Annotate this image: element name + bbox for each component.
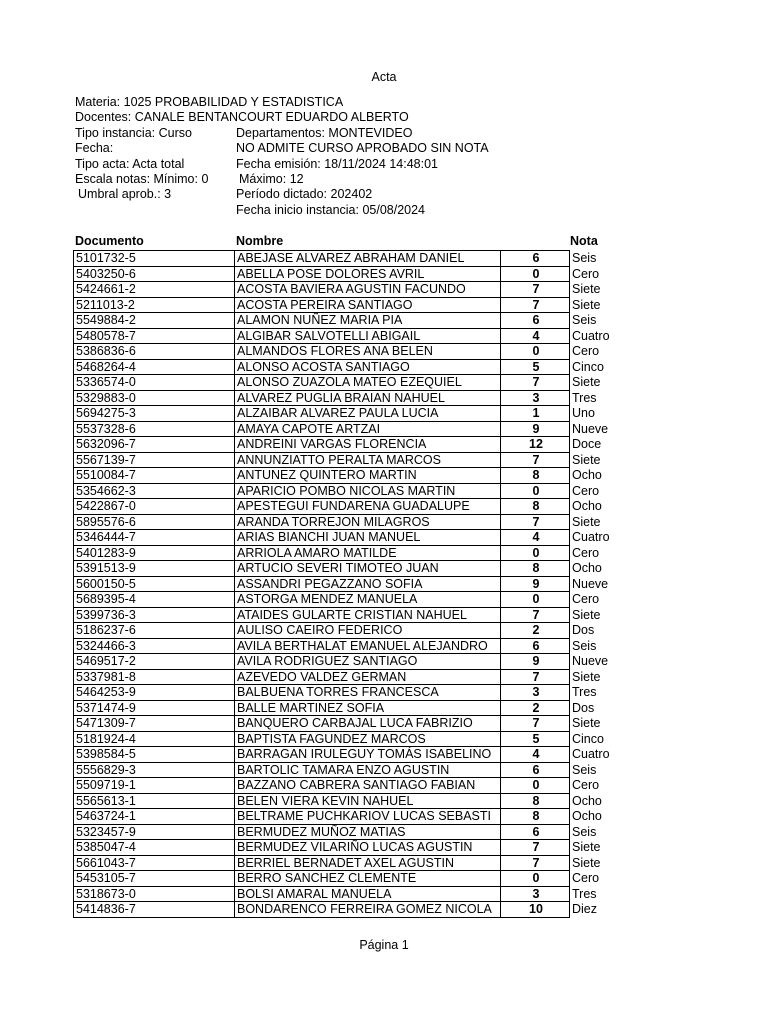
column-header-documento: Documento bbox=[75, 234, 144, 248]
nombre-cell: ABELLA POSE DOLORES AVRIL bbox=[235, 266, 501, 282]
nota-numero-cell: 2 bbox=[501, 700, 570, 716]
nombre-cell: ARRIOLA AMARO MATILDE bbox=[235, 545, 501, 561]
umbral-aprob: Umbral aprob.: 3 bbox=[78, 187, 172, 202]
documento-cell: 5468264-4 bbox=[74, 359, 235, 375]
nota-texto-cell: Nueve bbox=[572, 576, 609, 591]
table-row bbox=[74, 390, 653, 406]
documento-cell: 5895576-6 bbox=[74, 514, 235, 530]
nota-numero-cell: 8 bbox=[501, 468, 570, 484]
table-row bbox=[74, 282, 653, 298]
table-row bbox=[74, 902, 653, 918]
column-header-nota: Nota bbox=[570, 234, 598, 248]
nota-numero-cell: 0 bbox=[501, 344, 570, 360]
nota-numero-cell: 6 bbox=[501, 251, 570, 267]
table-row bbox=[74, 359, 653, 375]
table-row bbox=[74, 871, 653, 887]
nota-numero-cell: 7 bbox=[501, 514, 570, 530]
fecha-inicio: Fecha inicio instancia: 05/08/2024 bbox=[236, 202, 426, 217]
nota-numero-cell: 5 bbox=[501, 731, 570, 747]
nombre-cell: BARRAGAN IRULEGUY TOMÁS ISABELINO bbox=[235, 747, 501, 763]
nombre-cell: BERRIEL BERNADET AXEL AGUSTIN bbox=[235, 855, 501, 871]
nota-numero-cell: 5 bbox=[501, 359, 570, 375]
nota-numero-cell: 9 bbox=[501, 654, 570, 670]
nota-numero-cell: 6 bbox=[501, 762, 570, 778]
nota-texto-cell: Doce bbox=[572, 437, 602, 452]
nombre-cell: BELEN VIERA KEVIN NAHUEL bbox=[235, 793, 501, 809]
table-row bbox=[74, 778, 653, 794]
documento-cell: 5510084-7 bbox=[74, 468, 235, 484]
nota-numero-cell: 0 bbox=[501, 778, 570, 794]
nota-texto-cell: Cuatro bbox=[572, 747, 610, 762]
nota-numero-cell: 6 bbox=[501, 313, 570, 329]
nombre-cell: BALLE MARTINEZ SOFIA bbox=[235, 700, 501, 716]
documento-cell: 5464253-9 bbox=[74, 685, 235, 701]
nota-numero-cell: 4 bbox=[501, 747, 570, 763]
documento-cell: 5424661-2 bbox=[74, 282, 235, 298]
nombre-cell: AMAYA CAPOTE ARTZAI bbox=[235, 421, 501, 437]
nota-numero-cell: 4 bbox=[501, 530, 570, 546]
documento-cell: 5318673-0 bbox=[74, 886, 235, 902]
documento-cell: 5329883-0 bbox=[74, 390, 235, 406]
documento-cell: 5565613-1 bbox=[74, 793, 235, 809]
nombre-cell: BERRO SANCHEZ CLEMENTE bbox=[235, 871, 501, 887]
maximo: Máximo: 12 bbox=[239, 172, 304, 186]
nota-texto-cell: Cero bbox=[572, 344, 600, 359]
nombre-cell: ANDREINI VARGAS FLORENCIA bbox=[235, 437, 501, 453]
tipo-acta: Tipo acta: Acta total bbox=[75, 156, 185, 171]
documento-cell: 5354662-3 bbox=[74, 483, 235, 499]
nota-texto-cell: Siete bbox=[572, 375, 601, 390]
table-row bbox=[74, 313, 653, 329]
nota-numero-cell: 3 bbox=[501, 886, 570, 902]
nota-texto-cell: Seis bbox=[572, 824, 597, 839]
periodo-dictado: Período dictado: 202402 bbox=[236, 187, 373, 202]
nota-texto-cell: Tres bbox=[572, 685, 597, 700]
documento-cell: 5556829-3 bbox=[74, 762, 235, 778]
nota-texto-cell: Ocho bbox=[572, 468, 602, 483]
table-row bbox=[74, 762, 653, 778]
materia-line: Materia: 1025 PROBABILIDAD Y ESTADISTICA bbox=[75, 95, 344, 109]
table-row bbox=[74, 344, 653, 360]
documento-cell: 5337981-8 bbox=[74, 669, 235, 685]
documento-cell: 5101732-5 bbox=[74, 251, 235, 267]
nota-numero-cell: 9 bbox=[501, 576, 570, 592]
fecha-emision: Fecha emisión: 18/11/2024 14:48:01 bbox=[236, 156, 438, 171]
table-row bbox=[74, 824, 653, 840]
nombre-cell: ALGIBAR SALVOTELLI ABIGAIL bbox=[235, 328, 501, 344]
nota-numero-cell: 3 bbox=[501, 390, 570, 406]
column-header-nombre: Nombre bbox=[236, 234, 284, 248]
nombre-cell: BONDARENCO FERREIRA GOMEZ NICOLA bbox=[235, 902, 501, 918]
table-row bbox=[74, 840, 653, 856]
nombre-cell: ANNUNZIATTO PERALTA MARCOS bbox=[235, 452, 501, 468]
documento-cell: 5469517-2 bbox=[74, 654, 235, 670]
documento-cell: 5399736-3 bbox=[74, 607, 235, 623]
documento-cell: 5186237-6 bbox=[74, 623, 235, 639]
table-row bbox=[74, 793, 653, 809]
nota-texto-cell: Ocho bbox=[572, 793, 602, 808]
nota-numero-cell: 7 bbox=[501, 840, 570, 856]
nota-numero-cell: 12 bbox=[501, 437, 570, 453]
nota-texto-cell: Seis bbox=[572, 251, 597, 266]
tipo-instancia: Tipo instancia: Curso bbox=[75, 125, 192, 140]
documento-cell: 5471309-7 bbox=[74, 716, 235, 732]
documento-cell: 5600150-5 bbox=[74, 576, 235, 592]
documento-cell: 5509719-1 bbox=[74, 778, 235, 794]
nota-texto-cell: Cero bbox=[572, 871, 600, 886]
table-row bbox=[74, 421, 653, 437]
departamentos: Departamentos: MONTEVIDEO bbox=[236, 125, 413, 140]
table-row bbox=[74, 638, 653, 654]
nombre-cell: BELTRAME PUCHKARIOV LUCAS SEBASTI bbox=[235, 809, 501, 825]
nota-numero-cell: 9 bbox=[501, 421, 570, 437]
documento-cell: 5324466-3 bbox=[74, 638, 235, 654]
documento-cell: 5480578-7 bbox=[74, 328, 235, 344]
nota-texto-cell: Siete bbox=[572, 855, 601, 870]
no-admite-note: NO ADMITE CURSO APROBADO SIN NOTA bbox=[236, 141, 489, 156]
table-row bbox=[74, 266, 653, 282]
nombre-cell: APARICIO POMBO NICOLAS MARTIN bbox=[235, 483, 501, 499]
nombre-cell: AULISO CAEIRO FEDERICO bbox=[235, 623, 501, 639]
documento-cell: 5385047-4 bbox=[74, 840, 235, 856]
table-row bbox=[74, 297, 653, 313]
nota-numero-cell: 8 bbox=[501, 793, 570, 809]
nombre-cell: ATAIDES GULARTE CRISTIAN NAHUEL bbox=[235, 607, 501, 623]
documento-cell: 5336574-0 bbox=[74, 375, 235, 391]
nombre-cell: BAPTISTA FAGUNDEZ MARCOS bbox=[235, 731, 501, 747]
table-row bbox=[74, 623, 653, 639]
nota-numero-cell: 7 bbox=[501, 855, 570, 871]
nota-texto-cell: Siete bbox=[572, 282, 601, 297]
documento-cell: 5323457-9 bbox=[74, 824, 235, 840]
nota-numero-cell: 10 bbox=[501, 902, 570, 918]
nota-numero-cell: 6 bbox=[501, 638, 570, 654]
documento-cell: 5391513-9 bbox=[74, 561, 235, 577]
documento-cell: 5371474-9 bbox=[74, 700, 235, 716]
nota-texto-cell: Cero bbox=[572, 545, 600, 560]
table-row bbox=[74, 731, 653, 747]
nota-numero-cell: 8 bbox=[501, 561, 570, 577]
nombre-cell: BERMUDEZ MUÑOZ MATIAS bbox=[235, 824, 501, 840]
nota-texto-cell: Tres bbox=[572, 886, 597, 901]
nota-numero-cell: 7 bbox=[501, 452, 570, 468]
documento-cell: 5453105-7 bbox=[74, 871, 235, 887]
nota-texto-cell: Diez bbox=[572, 902, 598, 917]
nombre-cell: ASSANDRI PEGAZZANO SOFIA bbox=[235, 576, 501, 592]
nota-texto-cell: Nueve bbox=[572, 421, 609, 436]
nota-texto-cell: Cero bbox=[572, 483, 600, 498]
documento-cell: 5386836-6 bbox=[74, 344, 235, 360]
nota-texto-cell: Ocho bbox=[572, 499, 602, 514]
nombre-cell: AVILA RODRIGUEZ SANTIAGO bbox=[235, 654, 501, 670]
documento-cell: 5403250-6 bbox=[74, 266, 235, 282]
table-row bbox=[74, 855, 653, 871]
nota-numero-cell: 7 bbox=[501, 716, 570, 732]
nota-texto-cell: Cero bbox=[572, 778, 600, 793]
table-row bbox=[74, 375, 653, 391]
document-title: Acta bbox=[371, 70, 397, 84]
nota-numero-cell: 1 bbox=[501, 406, 570, 422]
nota-texto-cell: Siete bbox=[572, 297, 601, 312]
documento-cell: 5422867-0 bbox=[74, 499, 235, 515]
nota-texto-cell: Ocho bbox=[572, 561, 602, 576]
table-row bbox=[74, 452, 653, 468]
nota-numero-cell: 3 bbox=[501, 685, 570, 701]
nota-numero-cell: 0 bbox=[501, 592, 570, 608]
nota-texto-cell: Cinco bbox=[572, 359, 604, 374]
nombre-cell: ARTUCIO SEVERI TIMOTEO JUAN bbox=[235, 561, 501, 577]
table-row bbox=[74, 700, 653, 716]
table-row bbox=[74, 251, 653, 267]
nombre-cell: ARANDA TORREJON MILAGROS bbox=[235, 514, 501, 530]
table-row bbox=[74, 886, 653, 902]
nombre-cell: BOLSI AMARAL MANUELA bbox=[235, 886, 501, 902]
nombre-cell: BAZZANO CABRERA SANTIAGO FABIAN bbox=[235, 778, 501, 794]
nota-texto-cell: Ocho bbox=[572, 809, 602, 824]
nota-texto-cell: Seis bbox=[572, 638, 597, 653]
documento-cell: 5346444-7 bbox=[74, 530, 235, 546]
nombre-cell: AVILA BERTHALAT EMANUEL ALEJANDRO bbox=[235, 638, 501, 654]
page-number: Página 1 bbox=[359, 938, 409, 952]
nota-numero-cell: 0 bbox=[501, 545, 570, 561]
fecha-label: Fecha: bbox=[75, 141, 114, 156]
nota-numero-cell: 2 bbox=[501, 623, 570, 639]
nota-texto-cell: Siete bbox=[572, 452, 601, 467]
nota-texto-cell: Cinco bbox=[572, 731, 604, 746]
nombre-cell: BANQUERO CARBAJAL LUCA FABRIZIO bbox=[235, 716, 501, 732]
nota-texto-cell: Cuatro bbox=[572, 328, 610, 343]
nota-texto-cell: Seis bbox=[572, 313, 597, 328]
nombre-cell: AZEVEDO VALDEZ GERMAN bbox=[235, 669, 501, 685]
nota-numero-cell: 0 bbox=[501, 483, 570, 499]
nota-texto-cell: Nueve bbox=[572, 654, 609, 669]
nota-numero-cell: 0 bbox=[501, 871, 570, 887]
nombre-cell: BALBUENA TORRES FRANCESCA bbox=[235, 685, 501, 701]
nombre-cell: BERMUDEZ VILARIÑO LUCAS AGUSTIN bbox=[235, 840, 501, 856]
table-row bbox=[74, 468, 653, 484]
nota-texto-cell: Cero bbox=[572, 266, 600, 281]
documento-cell: 5463724-1 bbox=[74, 809, 235, 825]
docentes-line: Docentes: CANALE BENTANCOURT EDUARDO ALBERTO bbox=[75, 110, 409, 125]
documento-cell: 5181924-4 bbox=[74, 731, 235, 747]
nombre-cell: ALONSO ACOSTA SANTIAGO bbox=[235, 359, 501, 375]
nota-texto-cell: Tres bbox=[572, 390, 597, 405]
nombre-cell: APESTEGUI FUNDARENA GUADALUPE bbox=[235, 499, 501, 515]
documento-cell: 5549884-2 bbox=[74, 313, 235, 329]
nota-numero-cell: 7 bbox=[501, 669, 570, 685]
documento-cell: 5632096-7 bbox=[74, 437, 235, 453]
table-row bbox=[74, 406, 653, 422]
nota-numero-cell: 0 bbox=[501, 266, 570, 282]
grades-table bbox=[73, 250, 653, 918]
table-row bbox=[74, 328, 653, 344]
nota-numero-cell: 7 bbox=[501, 297, 570, 313]
nota-texto-cell: Dos bbox=[572, 623, 595, 638]
nota-texto-cell: Siete bbox=[572, 716, 601, 731]
nota-texto-cell: Uno bbox=[572, 406, 595, 421]
table-row bbox=[74, 685, 653, 701]
table-row bbox=[74, 530, 653, 546]
table-row bbox=[74, 607, 653, 623]
nota-texto-cell: Dos bbox=[572, 700, 595, 715]
nombre-cell: ALVAREZ PUGLIA BRAIAN NAHUEL bbox=[235, 390, 501, 406]
table-row bbox=[74, 716, 653, 732]
nota-numero-cell: 7 bbox=[501, 375, 570, 391]
nombre-cell: ARIAS BIANCHI JUAN MANUEL bbox=[235, 530, 501, 546]
nombre-cell: ABEJASE ALVAREZ ABRAHAM DANIEL bbox=[235, 251, 501, 267]
nota-texto-cell: Cero bbox=[572, 592, 600, 607]
table-row bbox=[74, 483, 653, 499]
escala-notas: Escala notas: Mínimo: 0 bbox=[75, 172, 209, 186]
nombre-cell: ACOSTA PEREIRA SANTIAGO bbox=[235, 297, 501, 313]
nota-numero-cell: 7 bbox=[501, 607, 570, 623]
documento-cell: 5537328-6 bbox=[74, 421, 235, 437]
documento-cell: 5694275-3 bbox=[74, 406, 235, 422]
nota-numero-cell: 8 bbox=[501, 499, 570, 515]
nota-texto-cell: Cuatro bbox=[572, 530, 610, 545]
documento-cell: 5661043-7 bbox=[74, 855, 235, 871]
nota-texto-cell: Siete bbox=[572, 514, 601, 529]
documento-cell: 5211013-2 bbox=[74, 297, 235, 313]
nota-texto-cell: Siete bbox=[572, 840, 601, 855]
documento-cell: 5567139-7 bbox=[74, 452, 235, 468]
documento-cell: 5414836-7 bbox=[74, 902, 235, 918]
documento-cell: 5398584-5 bbox=[74, 747, 235, 763]
table-row bbox=[74, 561, 653, 577]
nota-texto-cell: Seis bbox=[572, 762, 597, 777]
nombre-cell: ALZAIBAR ALVAREZ PAULA LUCIA bbox=[235, 406, 501, 422]
documento-cell: 5689395-4 bbox=[74, 592, 235, 608]
nota-numero-cell: 8 bbox=[501, 809, 570, 825]
nota-texto-cell: Siete bbox=[572, 669, 601, 684]
nombre-cell: ACOSTA BAVIERA AGUSTIN FACUNDO bbox=[235, 282, 501, 298]
table-row bbox=[74, 592, 653, 608]
table-row bbox=[74, 437, 653, 453]
table-row bbox=[74, 545, 653, 561]
table-row bbox=[74, 499, 653, 515]
nombre-cell: ASTORGA MENDEZ MANUELA bbox=[235, 592, 501, 608]
table-row bbox=[74, 654, 653, 670]
documento-cell: 5401283-9 bbox=[74, 545, 235, 561]
table-row bbox=[74, 576, 653, 592]
nombre-cell: ALONSO ZUAZOLA MATEO EZEQUIEL bbox=[235, 375, 501, 391]
nota-numero-cell: 4 bbox=[501, 328, 570, 344]
table-row bbox=[74, 669, 653, 685]
nombre-cell: BARTOLIC TAMARA ENZO AGUSTIN bbox=[235, 762, 501, 778]
nombre-cell: ALMANDOS FLORES ANA BELEN bbox=[235, 344, 501, 360]
table-row bbox=[74, 747, 653, 763]
nota-texto-cell: Siete bbox=[572, 607, 601, 622]
nota-numero-cell: 7 bbox=[501, 282, 570, 298]
table-row bbox=[74, 809, 653, 825]
nota-numero-cell: 6 bbox=[501, 824, 570, 840]
table-row bbox=[74, 514, 653, 530]
nombre-cell: ALAMON NUÑEZ MARIA PIA bbox=[235, 313, 501, 329]
nombre-cell: ANTUNEZ QUINTERO MARTIN bbox=[235, 468, 501, 484]
